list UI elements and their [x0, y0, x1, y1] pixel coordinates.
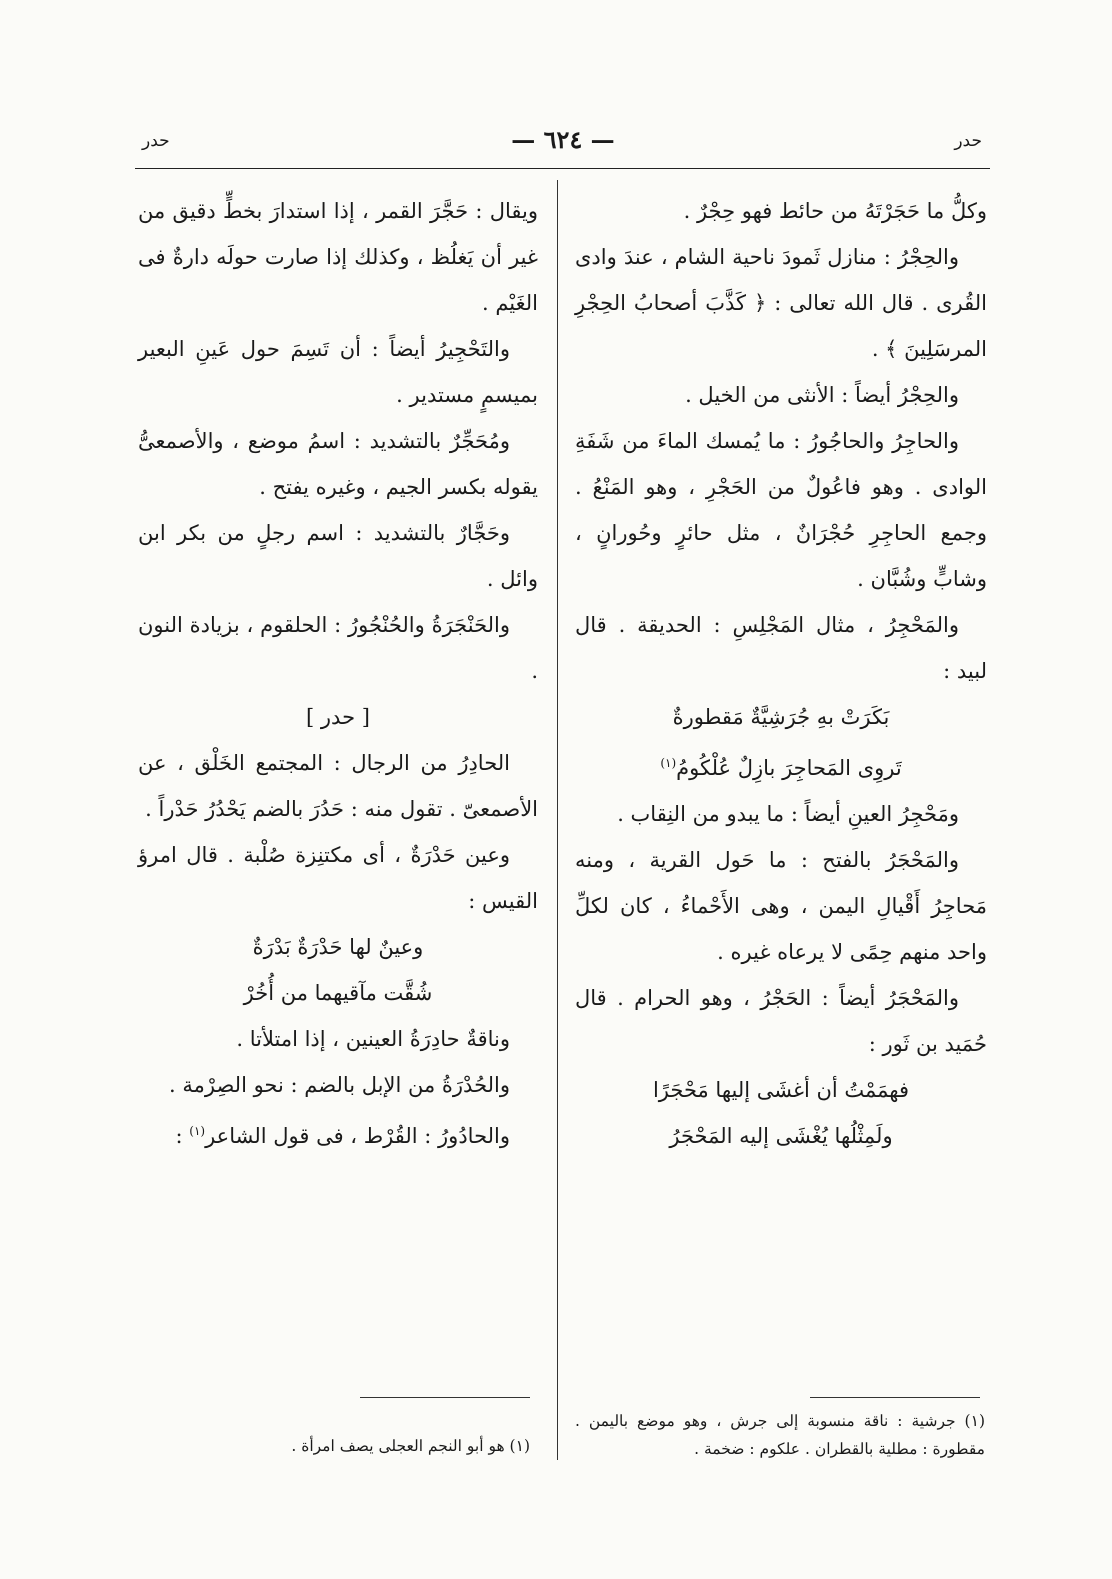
footnote-marker: (١) [189, 1124, 206, 1138]
section-heading: [ حدر ] [306, 705, 370, 729]
entry-paragraph: وحَجَّارٌ بالتشديد : اسم رجلٍ من بكر ابن وائل . [138, 521, 538, 591]
entry-paragraph: والحِجْرُ : منازل ثَمودَ ناحية الشام ، عندَ وادى القُرى . قال الله تعالى : ﴿ كَذَّبَ أصحابُ الحِجْرِ المرسَلِينَ ﴾ . [575, 245, 987, 361]
footnote-rule-right [810, 1397, 980, 1398]
page-number: — ٦٢٤ — [511, 125, 615, 154]
verse-text: تَروِى المَحاجِرَ بازِلٌ عُلْكُومُ [676, 756, 902, 780]
header-keyword-right: حدر [954, 131, 982, 151]
poetry-verse: شُقَّت مآقيهما من أُخُرْ [243, 981, 433, 1005]
entry-paragraph: والحُدْرَةُ من الإبل بالضم : نحو الصِرْمة . [169, 1073, 510, 1097]
left-column [138, 188, 538, 1159]
entry-paragraph: والتَحْجِيرُ أيضاً : أن تَسِمَ حول عَينِ البعير بميسمٍ مستدير . [138, 337, 538, 407]
entry-paragraph: وكلُّ ما حَجَرْتَهُ من حائط فهو حِجْرٌ . [683, 199, 987, 223]
header-rule [135, 168, 990, 169]
poetry-verse [575, 740, 987, 791]
entry-paragraph: والحَنْجَرَةُ والحُنْجُورُ : الحلقوم ، بزيادة النون . [138, 613, 538, 683]
entry-colon: : [175, 1124, 183, 1148]
footnote-rule-left [360, 1397, 530, 1398]
entry-paragraph: والحاجِرُ والحاجُورُ : ما يُمسك الماءَ من شَفَةِ الوادى . وهو فاعُولٌ من الحَجْرِ ، وهو المَنْعُ . وجمع الحاجِرِ حُجْرَانٌ ، مثل حائرٍ وحُورانٍ ، وشابٍّ وشُبَّان . [575, 429, 987, 591]
footnote-left: (١) هو أبو النجم العجلى يصف امرأة . [291, 1437, 530, 1455]
poetry-verse: وعينٌ لها حَدْرَةٌ بَدْرَةٌ [252, 935, 424, 959]
entry-paragraph: وناقةٌ حادِرَةُ العينين ، إذا امتلأتا . [236, 1027, 510, 1051]
entry-paragraph: ومُحَجِّرٌ بالتشديد : اسمُ موضع ، والأصمعىُّ يقوله بكسر الجيم ، وغيره يفتح . [138, 429, 538, 499]
entry-paragraph [138, 1108, 538, 1159]
entry-paragraph: ويقال : حَجَّرَ القمر ، إذا استدارَ بخطٍّ دقيق من غير أن يَغلُظ ، وكذلك إذا صارت حولَه دارةٌ فى الغَيْم . [138, 199, 538, 315]
poetry-verse: ولَمِثْلُها يُغْشَى إليه المَحْجَرُ [669, 1124, 893, 1148]
entry-paragraph: والحِجْرُ أيضاً : الأنثى من الخيل . [685, 383, 959, 407]
column-divider [557, 180, 558, 1460]
poetry-verse: فهمَمْتُ أن أغشَى إليها مَحْجَرًا [652, 1078, 910, 1102]
right-column [575, 188, 987, 1159]
entry-paragraph: وعين حَدْرَةٌ ، أى مكتنِزة صُلْبة . قال امرؤ القيس : [138, 843, 538, 913]
header-keyword-left: حدر [142, 131, 170, 151]
entry-paragraph: والمَحْجَرُ بالفتح : ما حَول القرية ، ومنه مَحاجِرُ أَقْيالِ اليمن ، وهى الأَحْماءُ ، كان لكلِّ واحد منهم حِمًى لا يرعاه غيره . [575, 848, 987, 964]
page-header [138, 125, 988, 165]
entry-text: والحادُورُ : القُرْط ، فى قول الشاعر [205, 1124, 510, 1148]
footnote-marker: (١) [660, 756, 677, 770]
entry-paragraph: والمَحْجِرُ ، مثال المَجْلِسِ : الحديقة . قال لبيد : [575, 613, 987, 683]
entry-paragraph: الحادِرُ من الرجال : المجتمع الخَلْق ، عن الأصمعىّ . تقول منه : حَدُرَ بالضم يَحْدُرُ حَدْراً . [138, 751, 538, 821]
entry-paragraph: ومَحْجِرُ العينِ أيضاً : ما يبدو من النِقاب . [617, 802, 959, 826]
entry-paragraph: والمَحْجَرُ أيضاً : الحَجْرُ ، وهو الحرام . قال حُمَيد بن ثَور : [575, 986, 987, 1056]
footnote-right: (١) جرشية : ناقة منسوبة إلى جرش ، وهو موضع باليمن . مقطورة : مطلية بالقطران . علكوم : ضخمة . [575, 1412, 985, 1458]
poetry-verse: بَكَرَتْ بهِ جُرَشِيَّةٌ مَقطورةٌ [672, 705, 890, 729]
